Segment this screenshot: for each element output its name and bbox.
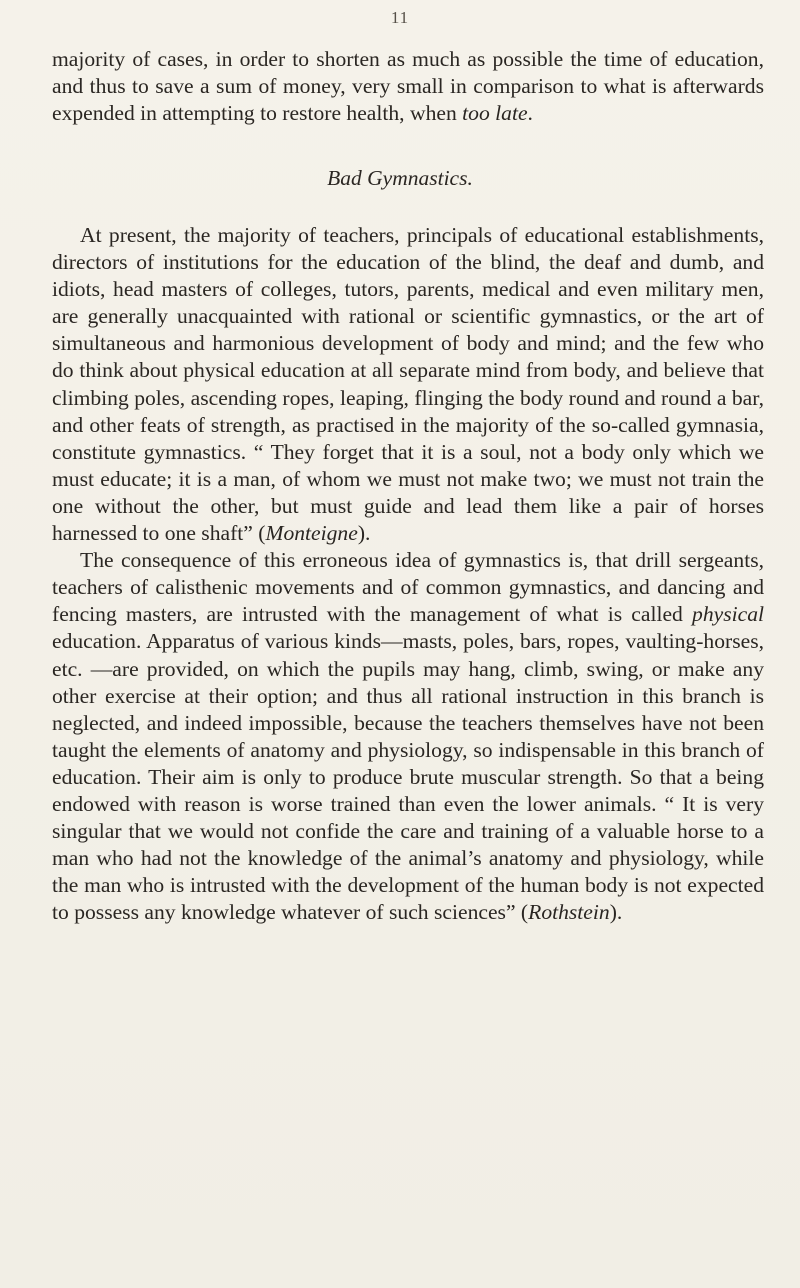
paragraph-two (52, 547, 764, 926)
paragraph-two-text-start: The consequence of this erroneous idea of gymnastics is, that drill sergeants, teachers of calisthenic movements and of common gymnastics, and dancing and fencing masters, are intrusted with the management of what is called (52, 548, 764, 627)
section-heading: Bad Gymnastics. (327, 166, 473, 190)
italic-term-physical: physical (692, 602, 764, 627)
citation-rothstein: Rothstein (528, 900, 610, 925)
body-text (52, 222, 764, 926)
citation-monteigne: Monteigne (265, 521, 358, 546)
paragraph-two-end: ). (609, 900, 623, 925)
page-number: 11 (390, 8, 410, 27)
opening-italic-phrase: too late (462, 101, 528, 126)
opening-text: majority of cases, in order to shorten as much as possible the time of education, and thus to save a sum of money, very small in comparison to what is afterwards expended in attempting to restore health, when (52, 47, 764, 126)
paragraph-one (52, 222, 764, 547)
paragraph-one-end: ). (357, 521, 371, 546)
paragraph-one-text: At present, the majority of teachers, principals of educational establishments, directors of institutions for the education of the blind, the deaf and dumb, and idiots, head masters of colleges, tutors, parents, medical and even military men, are generally unacquainted with rational or scientific gymnastics, or the art of simultaneous and harmonious development of body and mind; and the few who do think about physical education at all separate mind from body, and believe that climbing poles, ascending ropes, leaping, flinging the body round and round a bar, and other feats of strength, as practised in the majority of the so-called gymnasia, constitute gymnastics. “ They forget that it is a soul, not a body only which we must educate; it is a man, of whom we must not make two; we must not train the one without the other, but must guide and lead them like a pair of horses harnessed to one shaft” ( (52, 223, 764, 546)
opening-paragraph (52, 46, 764, 127)
opening-end: . (527, 101, 533, 126)
paragraph-two-text-middle: education. Apparatus of various kinds—masts, poles, bars, ropes, vaulting-horses, etc. —are provided, on which the pupils may hang, climb, swing, or make any other exercise at their option; and thus all rational instruction in this branch is neglected, and indeed impossible, because the teachers themselves have not been taught the elements of anatomy and physiology, so indispensable in this branch of education. Their aim is only to produce brute muscular strength. So that a being endowed with reason is worse trained than even the lower animals. “ It is very singular that we would not confide the care and training of a valuable horse to a man who had not the knowledge of the animal’s anatomy and physiology, while the man who is intrusted with the development of the human body is not expected to possess any knowledge whatever of such sciences” ( (52, 629, 764, 925)
